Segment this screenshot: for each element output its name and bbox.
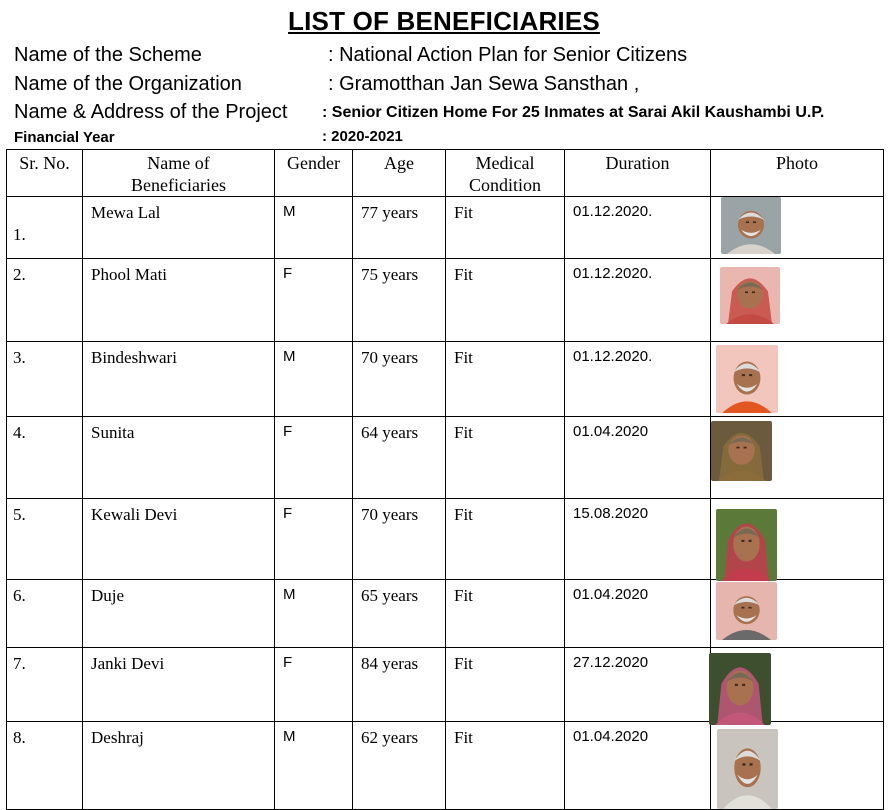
duration-cell (565, 499, 711, 580)
age-cell-text: 64 years (361, 423, 419, 442)
age-cell-text: 70 years (361, 505, 419, 524)
duration-cell (565, 417, 711, 499)
age-cell (353, 197, 446, 259)
scheme-label: Name of the Scheme (14, 44, 202, 66)
sr-cell-text: 1. (13, 225, 26, 244)
header-age: Age (353, 150, 446, 197)
medical-cell (446, 417, 565, 499)
table-row (7, 580, 884, 648)
name-cell-text: Deshraj (91, 728, 144, 747)
header-photo: Photo (711, 150, 884, 197)
sr-cell-text: 6. (13, 586, 26, 605)
age-cell-text: 84 yeras (361, 654, 419, 673)
medical-cell-text: Fit (454, 654, 473, 673)
elderly-man-photo (716, 582, 777, 640)
gender-cell (275, 197, 353, 259)
gender-cell-text: F (283, 505, 293, 522)
duration-cell-text: 01.12.2020. (573, 265, 653, 282)
medical-cell-text: Fit (454, 423, 473, 442)
header-sr-no: Sr. No. (7, 150, 83, 197)
project-value: : Senior Citizen Home For 25 Inmates at Sarai Akil Kaushambi U.P. (322, 104, 825, 121)
gender-cell (275, 722, 353, 810)
header-gender: Gender (275, 150, 353, 197)
age-cell-text: 65 years (361, 586, 419, 605)
age-cell (353, 722, 446, 810)
gender-cell-text: M (283, 586, 296, 603)
photo-cell (711, 342, 884, 417)
sr-cell-text: 3. (13, 348, 26, 367)
age-cell-text: 62 years (361, 728, 419, 747)
sr-cell-text: 5. (13, 505, 26, 524)
gender-cell (275, 648, 353, 722)
duration-cell-text: 01.04.2020 (573, 728, 649, 745)
name-cell-text: Bindeshwari (91, 348, 177, 367)
name-cell (83, 197, 275, 259)
name-cell (83, 259, 275, 342)
table-row (7, 417, 884, 499)
photo-cell (711, 499, 884, 580)
photo-cell (711, 417, 884, 499)
sr-cell (7, 342, 83, 417)
duration-cell (565, 648, 711, 722)
name-cell-text: Mewa Lal (91, 203, 161, 222)
sr-cell-text: 8. (13, 728, 26, 747)
medical-cell-text: Fit (454, 586, 473, 605)
name-cell-text: Janki Devi (91, 654, 165, 673)
header-name (83, 150, 275, 197)
header-medical-text: Medical Condition (468, 153, 541, 195)
gender-cell-text: F (283, 265, 293, 282)
table-row (7, 197, 884, 259)
age-cell (353, 259, 446, 342)
photo-cell (711, 648, 884, 722)
gender-cell-text: M (283, 728, 296, 745)
medical-cell-text: Fit (454, 265, 473, 284)
page-title: LIST OF BENEFICIARIES (288, 6, 600, 36)
medical-cell (446, 499, 565, 580)
table-row (7, 499, 884, 580)
name-cell (83, 722, 275, 810)
duration-cell-text: 01.12.2020. (573, 348, 653, 365)
medical-cell-text: Fit (454, 505, 473, 524)
duration-cell-text: 15.08.2020 (573, 505, 649, 522)
medical-cell (446, 259, 565, 342)
sr-cell (7, 499, 83, 580)
medical-cell (446, 580, 565, 648)
name-cell (83, 342, 275, 417)
table-row (7, 342, 884, 417)
sr-cell-text: 7. (13, 654, 26, 673)
name-cell-text: Sunita (91, 423, 135, 442)
name-cell (83, 499, 275, 580)
duration-cell (565, 342, 711, 417)
sr-cell (7, 417, 83, 499)
gender-cell (275, 342, 353, 417)
age-cell-text: 70 years (361, 348, 419, 367)
medical-cell (446, 722, 565, 810)
beneficiaries-table (6, 149, 884, 810)
name-cell (83, 417, 275, 499)
table-row (7, 722, 884, 810)
elderly-man-photo (717, 729, 778, 809)
gender-cell (275, 580, 353, 648)
photo-cell (711, 580, 884, 648)
sr-cell (7, 197, 83, 259)
gender-cell-text: F (283, 654, 293, 671)
duration-cell-text: 27.12.2020 (573, 654, 649, 671)
table-header-row (7, 150, 884, 197)
gender-cell (275, 417, 353, 499)
gender-cell-text: F (283, 423, 293, 440)
gender-cell-text: M (283, 203, 296, 220)
age-cell (353, 342, 446, 417)
table-row (7, 259, 884, 342)
scheme-value: : National Action Plan for Senior Citizens (328, 44, 688, 66)
sr-cell (7, 648, 83, 722)
age-cell (353, 580, 446, 648)
duration-cell (565, 580, 711, 648)
gender-cell (275, 499, 353, 580)
medical-cell (446, 342, 565, 417)
duration-cell (565, 197, 711, 259)
age-cell (353, 648, 446, 722)
project-label: Name & Address of the Project (14, 101, 288, 123)
photo-cell (711, 197, 884, 259)
sr-cell (7, 259, 83, 342)
organization-label: Name of the Organization (14, 73, 242, 95)
duration-cell (565, 259, 711, 342)
elderly-woman-photo (711, 421, 772, 481)
header-name-text: Name of Beneficiaries (131, 153, 226, 195)
sr-cell-text: 4. (13, 423, 26, 442)
duration-cell-text: 01.12.2020. (573, 203, 653, 220)
financial-year-value: : 2020-2021 (322, 128, 403, 145)
table-row (7, 648, 884, 722)
sr-cell (7, 580, 83, 648)
name-cell-text: Duje (91, 586, 125, 605)
medical-cell-text: Fit (454, 348, 473, 367)
medical-cell-text: Fit (454, 728, 473, 747)
medical-cell (446, 197, 565, 259)
duration-cell (565, 722, 711, 810)
elderly-woman-photo (709, 653, 771, 725)
photo-cell (711, 259, 884, 342)
age-cell (353, 417, 446, 499)
age-cell-text: 75 years (361, 265, 419, 284)
medical-cell (446, 648, 565, 722)
name-cell (83, 580, 275, 648)
medical-cell-text: Fit (454, 203, 473, 222)
name-cell-text: Phool Mati (91, 265, 168, 284)
elderly-woman-photo (716, 509, 777, 581)
elderly-man-photo (721, 197, 781, 254)
sr-cell (7, 722, 83, 810)
header-duration: Duration (565, 150, 711, 197)
organization-value: : Gramotthan Jan Sewa Sansthan , (328, 73, 640, 95)
duration-cell-text: 01.04.2020 (573, 423, 649, 440)
elderly-woman-photo (720, 267, 780, 324)
photo-cell (711, 722, 884, 810)
age-cell (353, 499, 446, 580)
age-cell-text: 77 years (361, 203, 419, 222)
header-medical-condition (446, 150, 565, 197)
sr-cell-text: 2. (13, 265, 26, 284)
elderly-man-photo (716, 345, 778, 413)
name-cell-text: Kewali Devi (91, 505, 178, 524)
financial-year-label: Financial Year (14, 129, 115, 146)
gender-cell-text: M (283, 348, 296, 365)
name-cell (83, 648, 275, 722)
duration-cell-text: 01.04.2020 (573, 586, 649, 603)
gender-cell (275, 259, 353, 342)
